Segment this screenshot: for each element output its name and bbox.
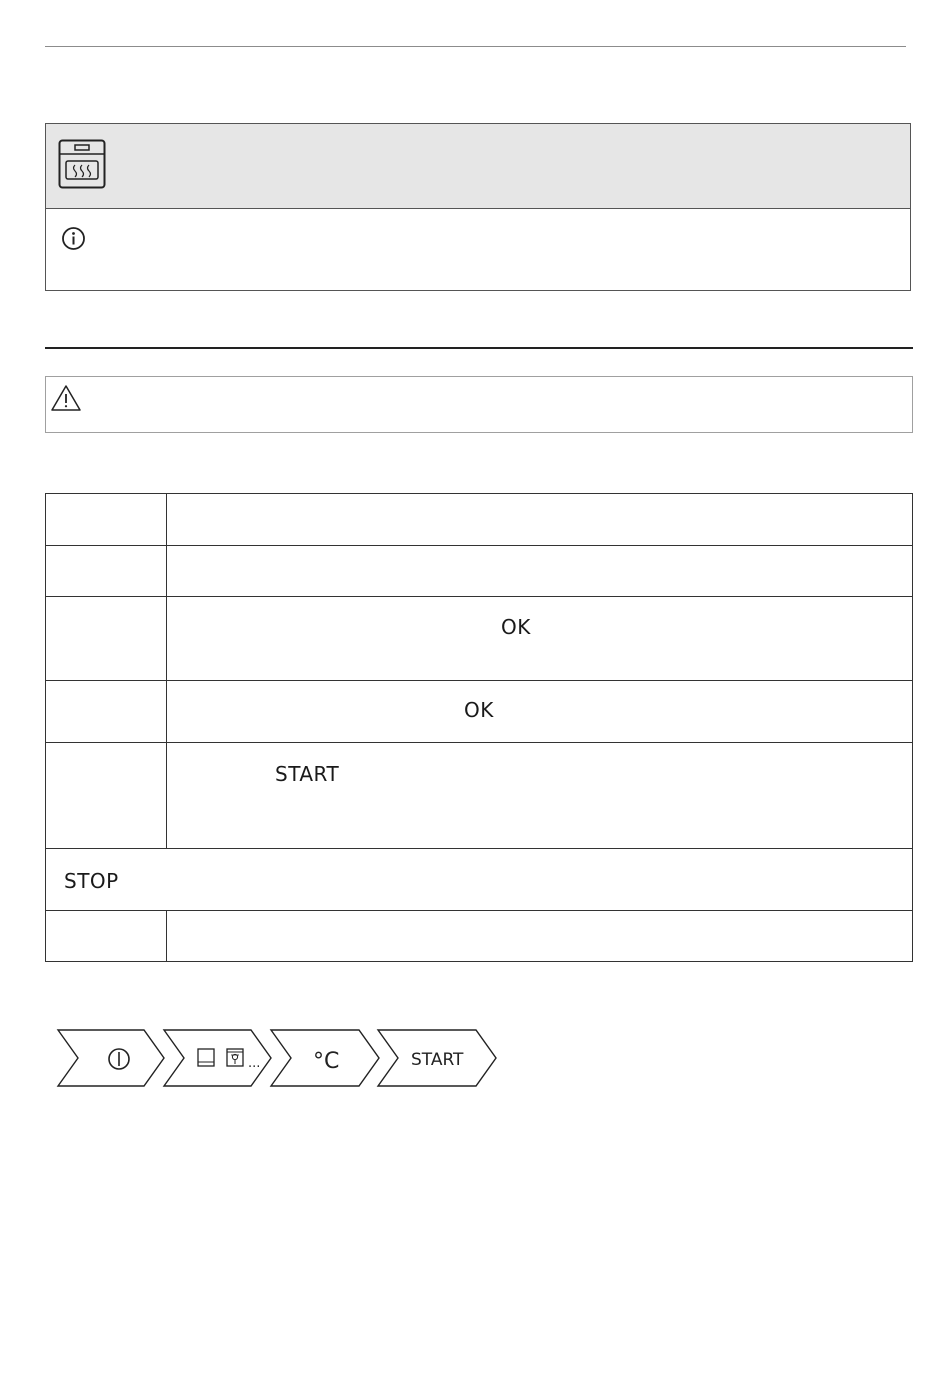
oven-steam-icon — [58, 139, 106, 189]
flow-step-start — [378, 1030, 496, 1086]
warning-box — [45, 376, 913, 433]
table-row — [46, 911, 913, 962]
stop-button-label: STOP — [64, 869, 119, 893]
step-text-cell — [167, 546, 913, 597]
step-text-cell — [167, 681, 913, 743]
steps-table — [45, 493, 913, 962]
table-row — [46, 849, 913, 911]
flow-step-function — [164, 1030, 271, 1086]
start-label: START — [411, 1050, 464, 1070]
step-cell — [46, 911, 167, 962]
header-rule — [45, 46, 906, 47]
info-box-header — [46, 124, 910, 209]
step-cell — [46, 546, 167, 597]
table-row — [46, 743, 913, 849]
step-text-cell — [167, 597, 913, 681]
step-cell — [46, 494, 167, 546]
merged-cell — [46, 849, 913, 911]
info-box — [45, 123, 911, 291]
step-cell — [46, 681, 167, 743]
flow-step-temperature — [271, 1030, 379, 1086]
step-text-cell — [167, 911, 913, 962]
table-row — [46, 681, 913, 743]
section-rule — [45, 347, 913, 349]
ok-button-label: OK — [464, 698, 494, 722]
operation-flow — [55, 1029, 500, 1089]
temperature-celsius-icon: °C — [313, 1049, 340, 1074]
step-cell — [46, 743, 167, 849]
more-functions-ellipsis: ... — [248, 1056, 261, 1071]
table-row — [46, 546, 913, 597]
step-text-cell — [167, 494, 913, 546]
start-button-label: START — [275, 762, 340, 786]
flow-step-power — [58, 1030, 164, 1086]
warning-triangle-icon — [50, 383, 82, 413]
step-cell — [46, 597, 167, 681]
info-icon — [61, 226, 86, 251]
step-text-cell — [167, 743, 913, 849]
table-row — [46, 494, 913, 546]
ok-button-label: OK — [501, 615, 531, 639]
table-row — [46, 597, 913, 681]
